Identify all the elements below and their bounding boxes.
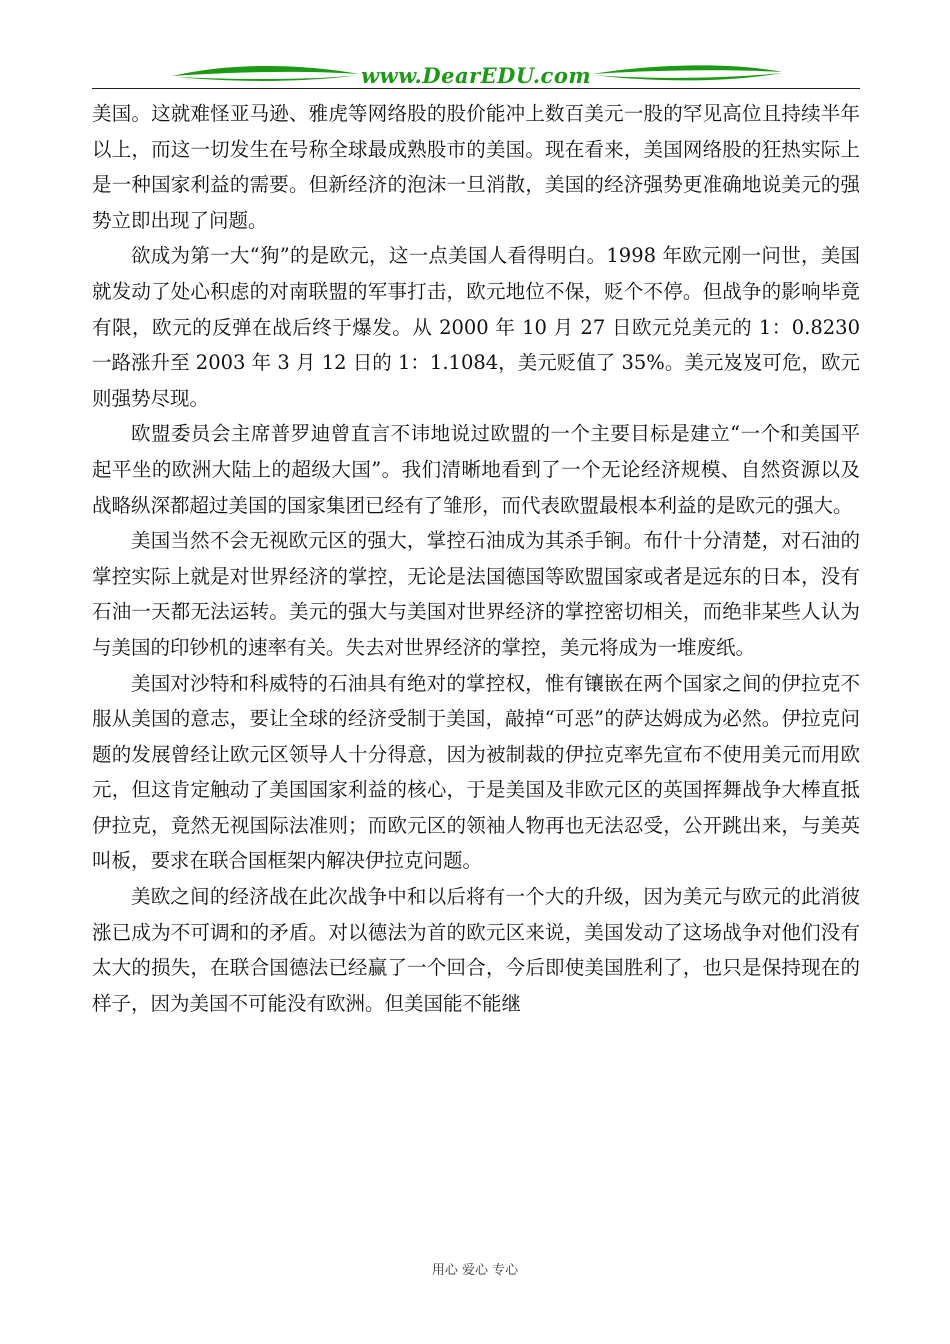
paragraph-1: 美国。这就难怪亚马逊、雅虎等网络股的股价能冲上数百美元一股的罕见高位且持续半年以上，而这一切发生在号称全球最成熟股市的美国。现在看来，美国网络股的狂热实际上是一种国家利益的需要。但新经济的泡沫一旦消散，美国的经济强势更准确地说美元的强势立即出现了问题。 bbox=[92, 102, 860, 232]
page-header bbox=[92, 58, 860, 92]
header-rule bbox=[92, 88, 860, 89]
site-url[interactable]: www.DearEDU.com bbox=[360, 63, 592, 88]
paragraph-2: 欲成为第一大“狗”的是欧元，这一点美国人看得明白。1998 年欧元刚一问世，美国就发动了处心积虑的对南联盟的军事打击，欧元地位不保，贬个不停。但战争的影响毕竟有限，欧元的反弹在战后终于爆发。从 2000 年 10 月 27 日欧元兑美元的 1：0.8230 一路涨升至 2003 年 3 月 12 日的 1：1.1084，美元贬值了 35%。美元岌岌可危，欧元则强势尽现。 bbox=[92, 244, 860, 410]
article-body bbox=[92, 96, 860, 1021]
paragraph-5: 美国对沙特和科威特的石油具有绝对的掌控权，惟有镶嵌在两个国家之间的伊拉克不服从美国的意志，要让全球的经济受制于美国，敲掉“可恶”的萨达姆成为必然。伊拉克问题的发展曾经让欧元区领导人十分得意，因为被制裁的伊拉克率先宣布不使用美元而用欧元，但这肯定触动了美国国家利益的核心，于是美国及非欧元区的英国挥舞战争大棒直抵伊拉克，竟然无视国际法准则；而欧元区的领袖人物再也无法忍受，公开跳出来，与美英叫板，要求在联合国框架内解决伊拉克问题。 bbox=[92, 671, 860, 873]
paragraph-3: 欧盟委员会主席普罗迪曾直言不讳地说过欧盟的一个主要目标是建立“一个和美国平起平坐的欧洲大陆上的超级大国”。我们清晰地看到了一个无论经济规模、自然资源以及战略纵深都超过美国的国家集团已经有了雏形，而代表欧盟最根本利益的是欧元的强大。 bbox=[92, 422, 860, 517]
page-footer: 用心 爱心 专心 bbox=[431, 1263, 519, 1278]
paragraph-4: 美国当然不会无视欧元区的强大，掌控石油成为其杀手锏。布什十分清楚，对石油的掌控实际上就是对世界经济的掌控，无论是法国德国等欧盟国家或者是远东的日本，没有石油一天都无法运转。美元的强大与美国对世界经济的掌控密切相关，而绝非某些人认为与美国的印钞机的速率有关。失去对世界经济的掌控，美元将成为一堆废纸。 bbox=[92, 529, 860, 659]
paragraph-6: 美欧之间的经济战在此次战争中和以后将有一个大的升级，因为美元与欧元的此消彼涨已成为不可调和的矛盾。对以德法为首的欧元区来说，美国发动了这场战争对他们没有太大的损失，在联合国德法已经赢了一个回合，今后即使美国胜利了，也只是保持现在的样子，因为美国不可能没有欧洲。但美国能不能继 bbox=[92, 885, 860, 1015]
